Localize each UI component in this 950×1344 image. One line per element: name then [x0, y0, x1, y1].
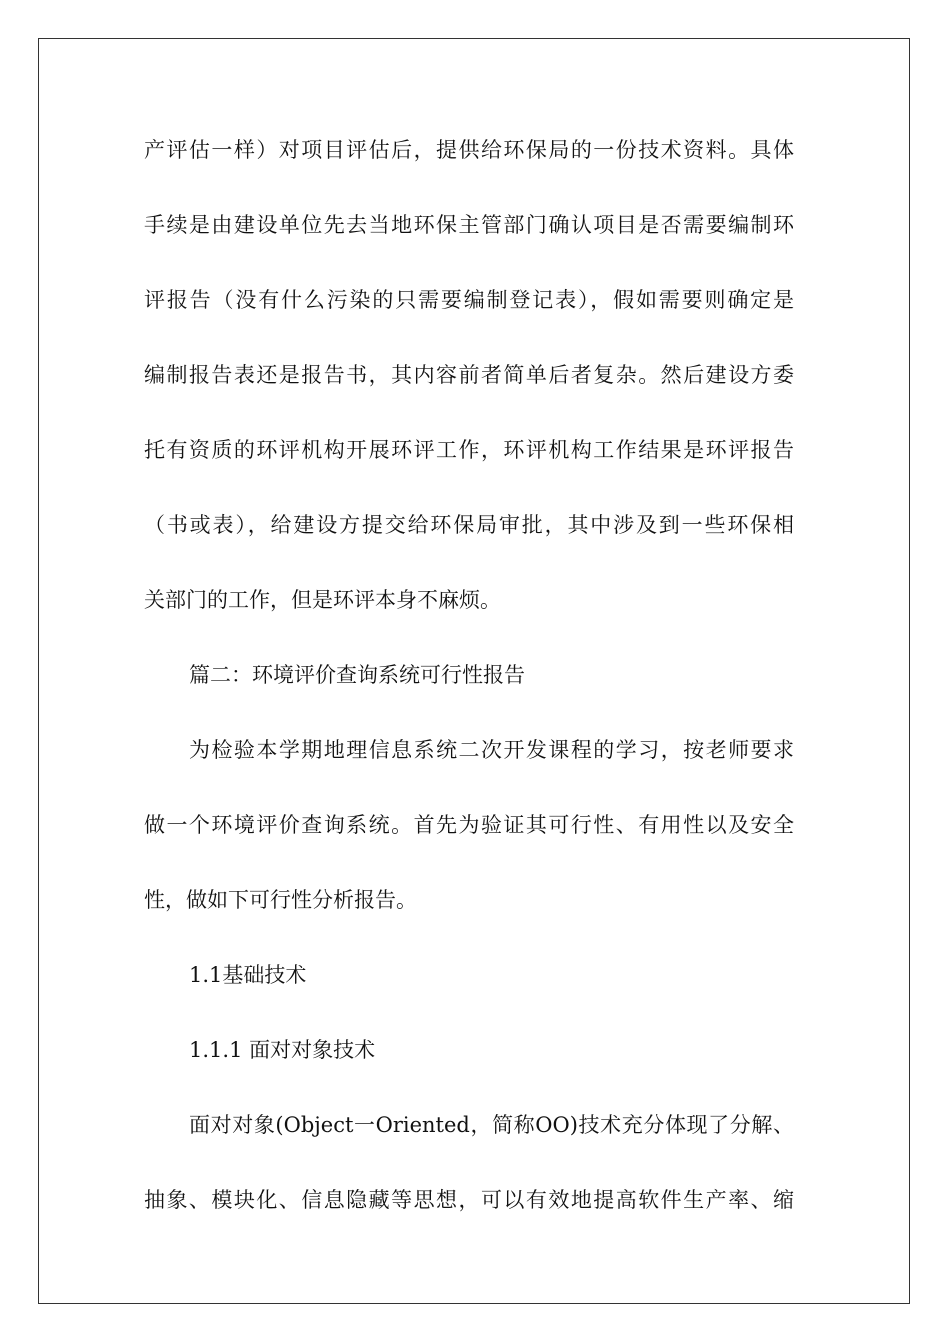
- paragraph-line: 性，做如下可行性分析报告。: [144, 888, 417, 912]
- paragraph-line: 编制报告表还是报告书，其内容前者简单后者复杂。然后建设方委: [144, 363, 794, 387]
- paragraph-line: 抽象、模块化、信息隐藏等思想，可以有效地提高软件生产率、缩: [144, 1188, 794, 1212]
- subsection-heading: 1.1.1 面对对象技术: [189, 1038, 376, 1062]
- paragraph-line: 托有资质的环评机构开展环评工作，环评机构工作结果是环评报告: [144, 438, 794, 462]
- paragraph-line: 手续是由建设单位先去当地环保主管部门确认项目是否需要编制环: [144, 213, 794, 237]
- paragraph-line: 做一个环境评价查询系统。首先为验证其可行性、有用性以及安全: [144, 813, 794, 837]
- paragraph-line: 产评估一样）对项目评估后，提供给环保局的一份技术资料。具体: [144, 138, 794, 162]
- paragraph-line: 为检验本学期地理信息系统二次开发课程的学习，按老师要求: [189, 738, 794, 762]
- paragraph-line: （书或表），给建设方提交给环保局审批，其中涉及到一些环保相: [144, 513, 794, 537]
- section-heading: 篇二：环境评价查询系统可行性报告: [189, 663, 525, 687]
- paragraph-line: 面对对象(Object一Oriented，简称OO)技术充分体现了分解、: [189, 1113, 794, 1137]
- subsection-heading: 1.1基础技术: [189, 963, 307, 987]
- paragraph-line: 关部门的工作，但是环评本身不麻烦。: [144, 588, 501, 612]
- paragraph-line: 评报告（没有什么污染的只需要编制登记表），假如需要则确定是: [144, 288, 794, 312]
